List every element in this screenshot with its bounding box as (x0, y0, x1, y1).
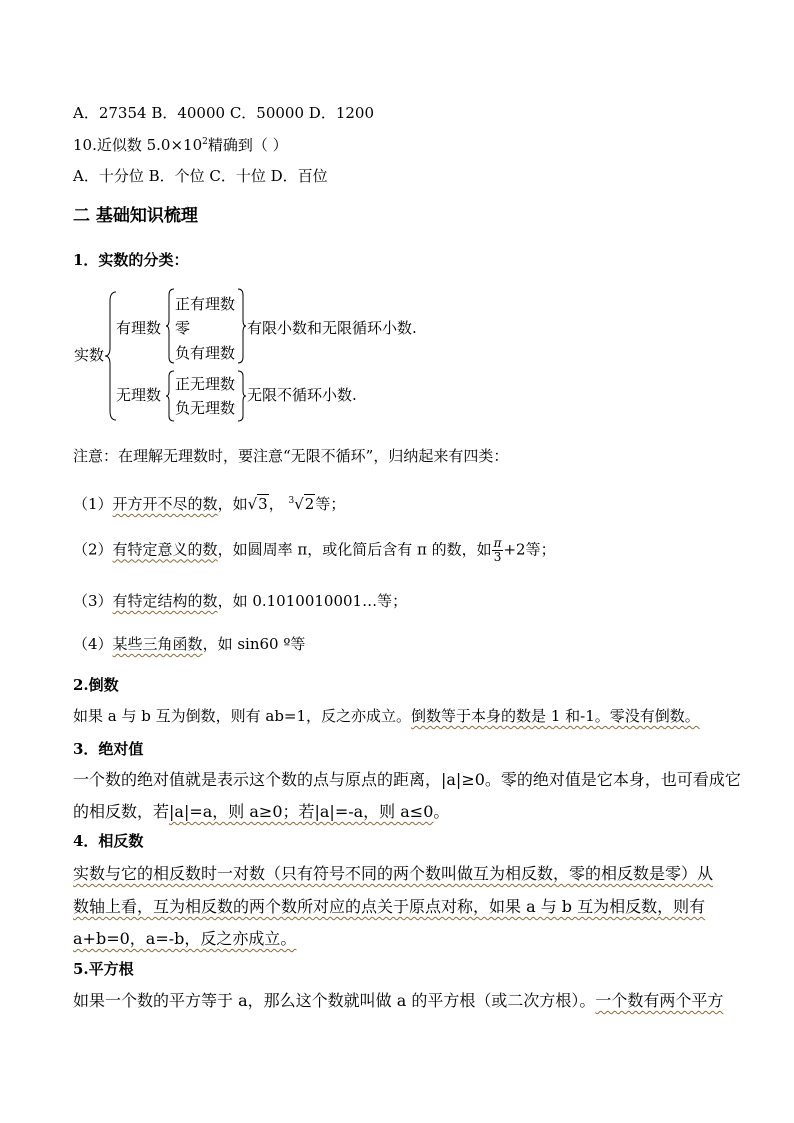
section-title: 二 基础知识梳理 (73, 206, 198, 226)
item5-title: 5.平方根 (73, 960, 134, 978)
rational-zero: 零 (175, 319, 191, 337)
key-phrase: 一个数有两个平方 (595, 991, 724, 1010)
brace-rational-close (237, 288, 247, 364)
brace-irrational-close (237, 370, 247, 422)
key-phrase: 开方开不尽的数 (112, 495, 218, 513)
irrational-positive: 正无理数 (175, 375, 236, 393)
item2-text: 如果 a 与 b 互为倒数，则有 ab=1，反之亦成立。倒数等于本身的数是 1 和-1。零没有倒数。 (73, 707, 700, 725)
item1-title: 1．实数的分类： (73, 251, 189, 269)
q10-text: 10.近似数 5.0×10 (73, 136, 203, 154)
sqrt-3: √3 (247, 495, 268, 513)
brace-irrational (165, 370, 175, 422)
item5-line1: 如果一个数的平方等于 a，那么这个数就叫做 a 的平方根（或二次方根）。一个数有两个平方 (73, 991, 724, 1010)
rational-description: 有限小数和无限循环小数. (247, 319, 417, 337)
tree-irrational: 无理数 (116, 386, 162, 404)
item3-line2: 的相反数，若|a|=a，则 a≥0；若|a|=-a，则 a≤0。 (73, 802, 450, 821)
q10-question (73, 134, 288, 155)
item-number: （3） (73, 592, 113, 610)
irrational-description: 无限不循环小数. (247, 386, 357, 404)
rational-negative: 负有理数 (175, 344, 236, 362)
rational-positive: 正有理数 (175, 295, 236, 313)
item-number: （4） (73, 635, 113, 653)
key-phrase: 某些三角函数 (112, 635, 203, 653)
q10-superscript: 2 (202, 137, 208, 147)
q9-options: A．27354 B．40000 C．50000 D．1200 (73, 104, 374, 122)
cube-root-index: 3 (288, 496, 295, 506)
note-item-2: （2）有特定意义的数，如圆周率 π，或化简后含有 π 的数，如 $\frac{\pi}{3}$ +2等； (73, 536, 556, 564)
brace-rational (165, 288, 175, 364)
fraction-pi-over-3: $\frac{\pi}{3}$ (493, 536, 502, 564)
item-number: （1） (73, 495, 113, 513)
q10-text-end: 精确到（ ） (207, 136, 288, 154)
item-text: ，如 0.1010010001…等； (217, 592, 408, 610)
item3-line1: 一个数的绝对值就是表示这个数的点与原点的距离，|a|≥0。零的绝对值是它本身，也可看成它 (73, 770, 741, 789)
item-number: （2） (73, 540, 113, 559)
note-item-4 (73, 633, 305, 654)
item-text: ，如圆周率 π，或化简后含有 π 的数，如 (217, 540, 492, 559)
key-phrase: 有特定意义的数 (112, 540, 218, 559)
item4-line3: a+b=0，a=-b，反之亦成立。 (73, 929, 297, 948)
item4-title: 4．相反数 (73, 832, 144, 850)
cbrt-2: √2 (294, 495, 315, 513)
key-phrase: 倒数等于本身的数是 1 和-1。零没有倒数。 (411, 707, 700, 725)
item2-title: 2.倒数 (73, 676, 119, 694)
tree-root: 实数 (74, 346, 105, 364)
item-text: ，如 sin60 º等 (202, 635, 306, 653)
note-item-3 (73, 590, 407, 611)
item4-line1: 实数与它的相反数时一对数（只有符号不同的两个数叫做互为相反数，零的相反数是零）从 (73, 864, 714, 883)
item4-line2: 数轴上看，互为相反数的两个数所对应的点关于原点对称，如果 a 与 b 互为相反数，则有 (73, 897, 706, 916)
tree-rational: 有理数 (116, 319, 162, 337)
note-item-1: （1）开方开不尽的数，如√3， $^3$√2等； (73, 495, 346, 513)
item3-title: 3．绝对值 (73, 740, 144, 758)
item-text: ，如 (217, 495, 248, 513)
note-text: 注意：在理解无理数时，要注意“无限不循环”，归纳起来有四类： (73, 447, 509, 465)
irrational-negative: 负无理数 (175, 399, 236, 417)
q10-options: A．十分位 B．个位 C．十位 D．百位 (73, 167, 328, 185)
key-phrase: |a|=a，则 a≥0；若|a|=-a，则 a≤0 (169, 802, 434, 821)
key-phrase: 有特定结构的数 (112, 592, 218, 610)
